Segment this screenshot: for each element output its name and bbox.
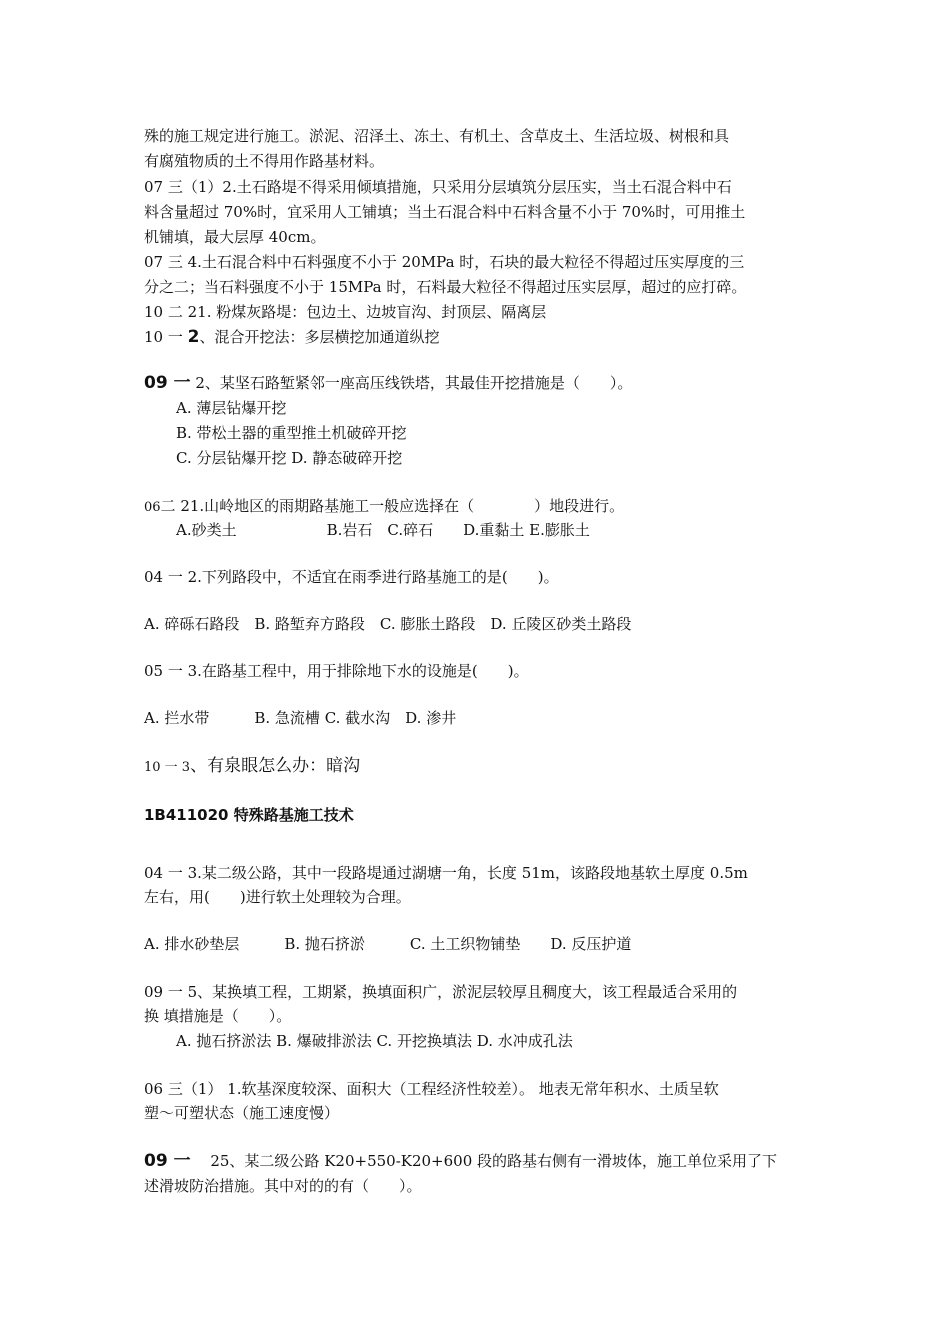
option-line: A. 排水砂垫层 B. 抛石挤淤 C. 土工织物铺垫 D. 反压护道 <box>144 935 632 953</box>
text-line: 07 三（1）2.土石路堤不得采用倾填措施，只采用分层填筑分层压实，当土石混合料中石 <box>144 178 732 196</box>
option-line: A. 碎砾石路段 B. 路堑弃方路段 C. 膨胀土路段 D. 丘陵区砂类土路段 <box>144 615 632 633</box>
question-code: 09 一 <box>144 373 191 393</box>
question-line <box>144 373 632 393</box>
text-line: 机铺填，最大层厚 40cm。 <box>144 228 326 246</box>
line-text: 、混合开挖法：多层横挖加通道纵挖 <box>199 328 440 346</box>
section-heading: 1B411020 特殊路基施工技术 <box>144 806 354 824</box>
text-line: 10 二 21. 粉煤灰路堤：包边土、边坡盲沟、封顶层、隔离层 <box>144 303 547 321</box>
text-line: 有腐殖物质的土不得用作路基材料。 <box>144 152 385 170</box>
option-line: A. 拦水带 B. 急流槽 C. 截水沟 D. 渗井 <box>144 709 457 727</box>
question-code: 10 一 <box>144 328 188 346</box>
item-number: 2 <box>187 327 200 347</box>
text-line: 06 三（1） 1.软基深度较深、面积大（工程经济性较差）。 地表无常年积水、土质呈软 <box>144 1080 719 1098</box>
option-line: A. 薄层钻爆开挖 <box>176 399 287 417</box>
question-text: 二 21.山岭地区的雨期路基施工一般应选择在（ ）地段进行。 <box>160 497 625 515</box>
option-line: A. 抛石挤淤法 B. 爆破排淤法 C. 开挖换填法 D. 水冲成孔法 <box>176 1032 573 1050</box>
text-line: 塑～可塑状态（施工速度慢） <box>144 1104 340 1122</box>
question-line: 09 一 5、某换填工程，工期紧，换填面积广，淤泥层较厚且稠度大，该工程最适合采用的 <box>144 983 738 1001</box>
question-code: 10 一 3 <box>144 760 191 775</box>
question-line: 05 一 3.在路基工程中，用于排除地下水的设施是( )。 <box>144 662 529 680</box>
option-line: B. 带松土器的重型推土机破碎开挖 <box>176 424 407 442</box>
question-text: 25、某二级公路 K20+550-K20+600 段的路基右侧有一滑坡体，施工单位采用了下 <box>190 1152 778 1170</box>
question-line: 04 一 3.某二级公路，其中一段路堤通过湖塘一角，长度 51m，该路段地基软土厚度 0.5m <box>144 864 748 882</box>
question-line: 04 一 2.下列路段中，不适宜在雨季进行路基施工的是( )。 <box>144 568 559 586</box>
option-line: A.砂类土 B.岩石 C.碎石 D.重黏土 E.膨胀土 <box>176 521 590 539</box>
text-line: 分之二；当石料强度不小于 15MPa 时，石料最大粒径不得超过压实层厚，超过的应打碎。 <box>144 278 747 296</box>
question-line: 左右，用( )进行软土处理较为合理。 <box>144 888 411 906</box>
option-line: C. 分层钻爆开挖 D. 静态破碎开挖 <box>176 449 403 467</box>
text-line: 07 三 4.土石混合料中石料强度不小于 20MPa 时，石块的最大粒径不得超过压实厚度的三 <box>144 253 745 271</box>
question-line: 换 填措施是（ ）。 <box>144 1007 292 1025</box>
question-code: 09 一 <box>144 1151 191 1171</box>
text-line: 料含量超过 70%时，宜采用人工铺填；当土石混合料中石料含量不小于 70%时，可用推土 <box>144 203 746 221</box>
text-line: 殊的施工规定进行施工。淤泥、沼泽土、冻土、有机土、含草皮土、生活垃圾、树根和具 <box>144 127 730 145</box>
question-line <box>144 1151 777 1171</box>
line-text: 、有泉眼怎么办：暗沟 <box>190 756 361 776</box>
question-line: 述滑坡防治措施。其中对的的有（ ）。 <box>144 1177 422 1195</box>
question-text: 2、某坚石路堑紧邻一座高压线铁塔，其最佳开挖措施是（ ）。 <box>190 374 633 392</box>
question-code: 06 <box>144 500 161 515</box>
question-line <box>144 496 624 518</box>
text-line <box>144 327 439 347</box>
text-line <box>144 756 360 778</box>
